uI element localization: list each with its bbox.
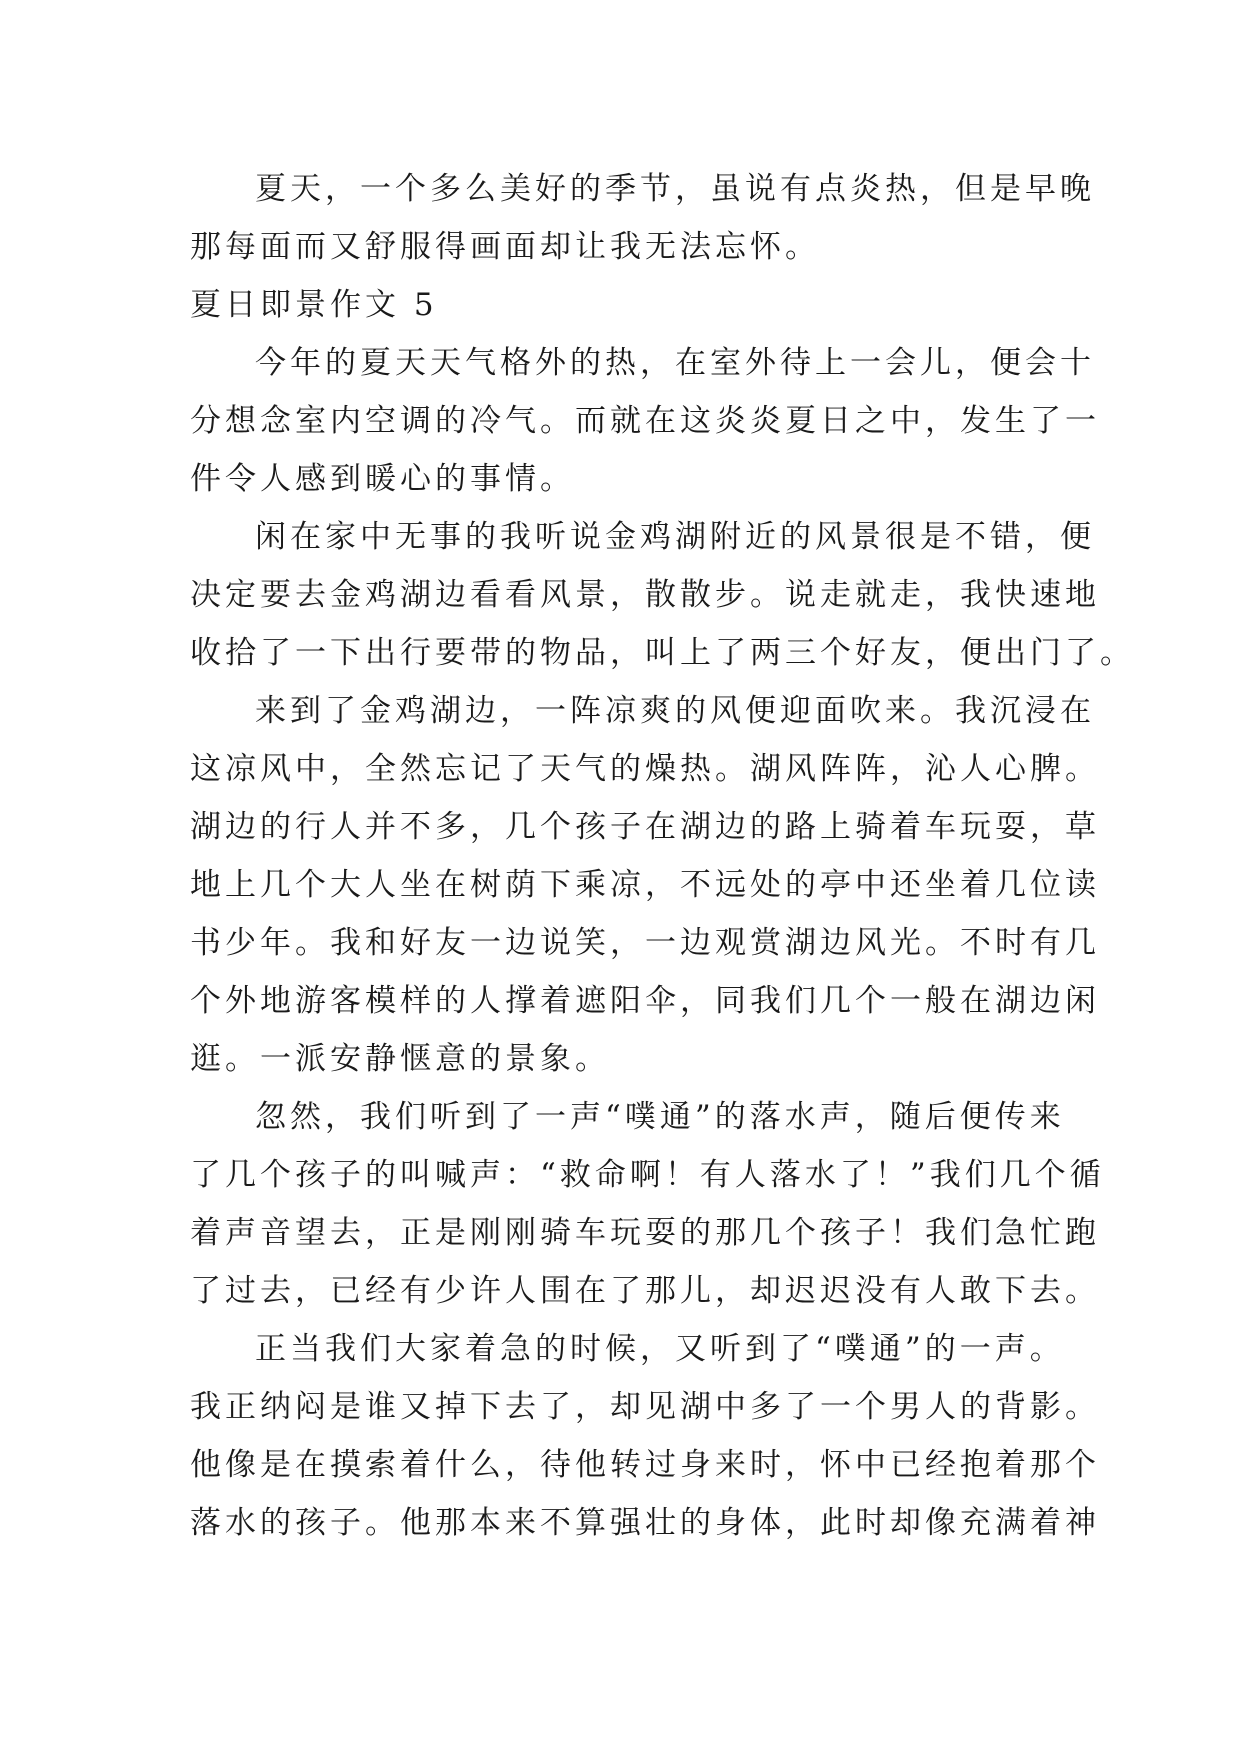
text-line: 件令人感到暖心的事情。: [190, 461, 575, 497]
text-line: 收拾了一下出行要带的物品，叫上了两三个好友，便出门了。: [190, 635, 1135, 671]
document-body: [190, 160, 1135, 1552]
text-line: 书少年。我和好友一边说笑，一边观赏湖边风光。不时有几: [190, 925, 1100, 961]
text-line: 了过去，已经有少许人围在了那儿，却迟迟没有人敢下去。: [190, 1273, 1100, 1309]
text-line: 落水的孩子。他那本来不算强壮的身体，此时却像充满着神: [190, 1505, 1100, 1541]
text-line: 忽然，我们听到了一声“噗通”的落水声，随后便传来: [255, 1099, 1065, 1135]
text-line: 逛。一派安静惬意的景象。: [190, 1041, 610, 1077]
text-line: 今年的夏天天气格外的热，在室外待上一会儿，便会十: [255, 345, 1095, 381]
text-line: 个外地游客模样的人撑着遮阳伞，同我们几个一般在湖边闲: [190, 983, 1100, 1019]
text-line: 那每面而又舒服得画面却让我无法忘怀。: [190, 229, 820, 265]
text-line: 这凉风中，全然忘记了天气的燥热。湖风阵阵，沁人心脾。: [190, 751, 1100, 787]
text-line: 了几个孩子的叫喊声：“救命啊！有人落水了！”我们几个循: [190, 1157, 1105, 1193]
text-line: 湖边的行人并不多，几个孩子在湖边的路上骑着车玩耍，草: [190, 809, 1100, 845]
text-line: 决定要去金鸡湖边看看风景，散散步。说走就走，我快速地: [190, 577, 1100, 613]
text-line: 正当我们大家着急的时候，又听到了“噗通”的一声。: [255, 1331, 1065, 1367]
text-line: 分想念室内空调的冷气。而就在这炎炎夏日之中，发生了一: [190, 403, 1100, 439]
text-line: 地上几个大人坐在树荫下乘凉，不远处的亭中还坐着几位读: [190, 867, 1100, 903]
text-line: 着声音望去，正是刚刚骑车玩耍的那几个孩子！我们急忙跑: [190, 1215, 1100, 1251]
text-line: 他像是在摸索着什么，待他转过身来时，怀中已经抱着那个: [190, 1447, 1100, 1483]
text-line: 我正纳闷是谁又掉下去了，却见湖中多了一个男人的背影。: [190, 1389, 1100, 1425]
text-line: 闲在家中无事的我听说金鸡湖附近的风景很是不错，便: [255, 519, 1095, 555]
text-line: 夏天，一个多么美好的季节，虽说有点炎热，但是早晚: [255, 171, 1095, 207]
section-heading: 夏日即景作文 5: [190, 287, 438, 323]
text-line: 来到了金鸡湖边，一阵凉爽的风便迎面吹来。我沉浸在: [255, 693, 1095, 729]
